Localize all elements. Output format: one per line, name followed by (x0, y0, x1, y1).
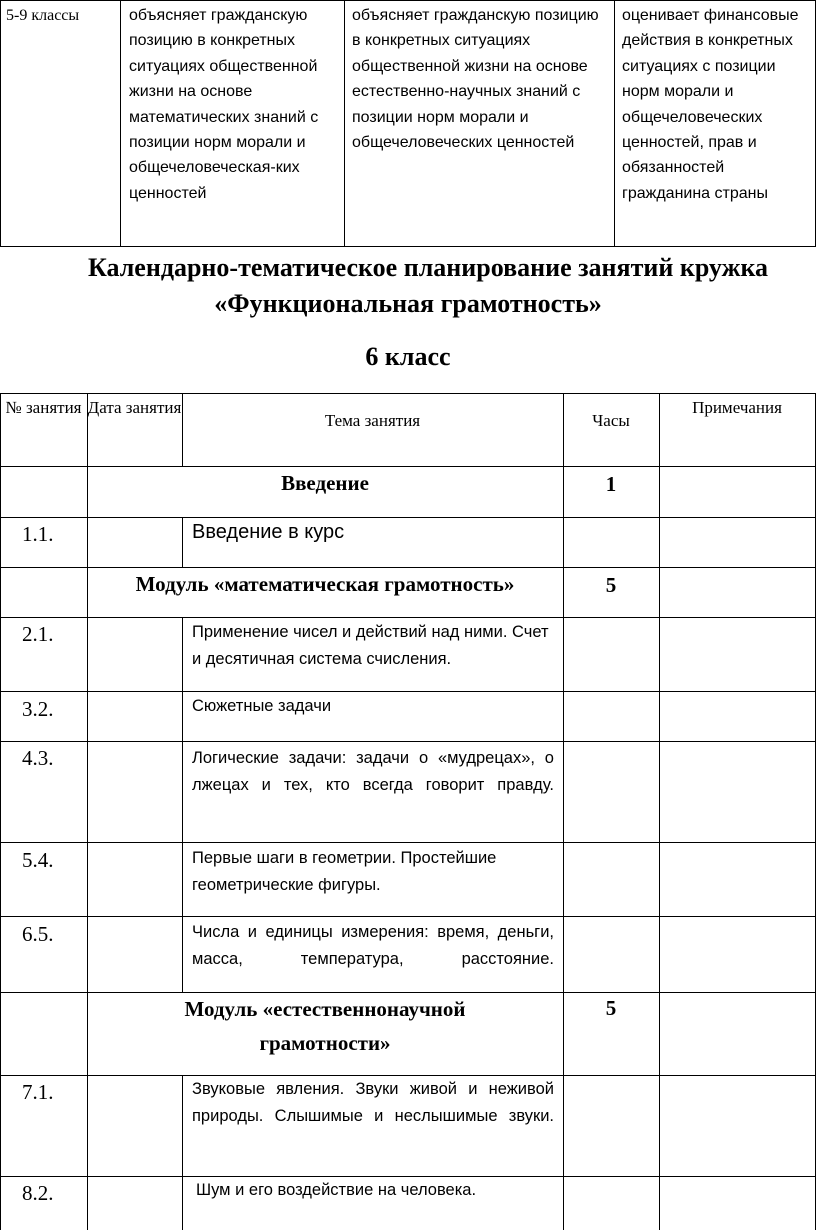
top-table-cell-science: объясняет гражданскую позицию в конкретных ситуациях общественной жизни на основе естественно-научных знаний с позиции норм морали и общечеловеческих ценностей (352, 7, 599, 152)
lesson-topic: Числа и единицы измерения: время, деньги, масса, температура, расстояние. (192, 923, 554, 968)
section-hours: 5 (605, 573, 617, 597)
grade-title: 6 класс (365, 342, 451, 371)
lesson-number: 7.1. (22, 1080, 54, 1104)
lesson-topic: Шум и его воздействие на человека. (196, 1181, 477, 1199)
col-header-date: Дата занятия (87, 398, 182, 417)
lesson-number: 2.1. (22, 622, 54, 646)
top-table-cell-finance: оценивает финансовые действия в конкретных ситуациях с позиции норм морали и общечеловеческих ценностей, прав и обязанностей гражданина страны (622, 7, 799, 202)
lesson-number: 1.1. (22, 522, 54, 546)
lesson-topic: Логические задачи: задачи о «мудрецах», о лжецах и тех, кто всегда говорит правду. (192, 749, 554, 794)
lesson-topic: Звуковые явления. Звуки живой и неживой природы. Слышимые и неслышимые звуки. (192, 1080, 554, 1125)
col-header-hours: Часы (592, 411, 630, 430)
top-table-cell-math: объясняет гражданскую позицию в конкретных ситуациях общественной жизни на основе математических знаний с позиции норм морали и общечеловеческая-ких ценностей (129, 7, 319, 202)
lesson-topic: Первые шаги в геометрии. Простейшие геометрические фигуры. (192, 849, 497, 894)
section-title: Введение (281, 471, 369, 495)
col-header-topic: Тема занятия (324, 411, 421, 430)
section-hours: 5 (605, 996, 617, 1020)
section-hours: 1 (605, 472, 617, 496)
section-title: Модуль «математическая грамотность» (135, 572, 515, 596)
lesson-topic: Введение в курс (192, 521, 345, 543)
top-table-cell-grade: 5-9 классы (6, 7, 80, 24)
page-title-line2: «Функциональная грамотность» (214, 289, 602, 318)
section-title: Модуль «естественнонаучной грамотности» (184, 997, 466, 1055)
page-title-line1: Календарно-тематическое планирование занятий кружка (87, 253, 769, 282)
lesson-topic: Применение чисел и действий над ними. Счет и десятичная система счисления. (192, 623, 549, 668)
lesson-number: 4.3. (22, 746, 54, 770)
lesson-topic: Сюжетные задачи (192, 697, 332, 715)
lesson-number: 5.4. (22, 848, 54, 872)
lesson-number: 8.2. (22, 1181, 54, 1205)
lesson-number: 3.2. (22, 697, 54, 721)
col-header-num: № занятия (5, 398, 82, 417)
lesson-number: 6.5. (22, 922, 54, 946)
col-header-notes: Примечания (692, 398, 782, 417)
